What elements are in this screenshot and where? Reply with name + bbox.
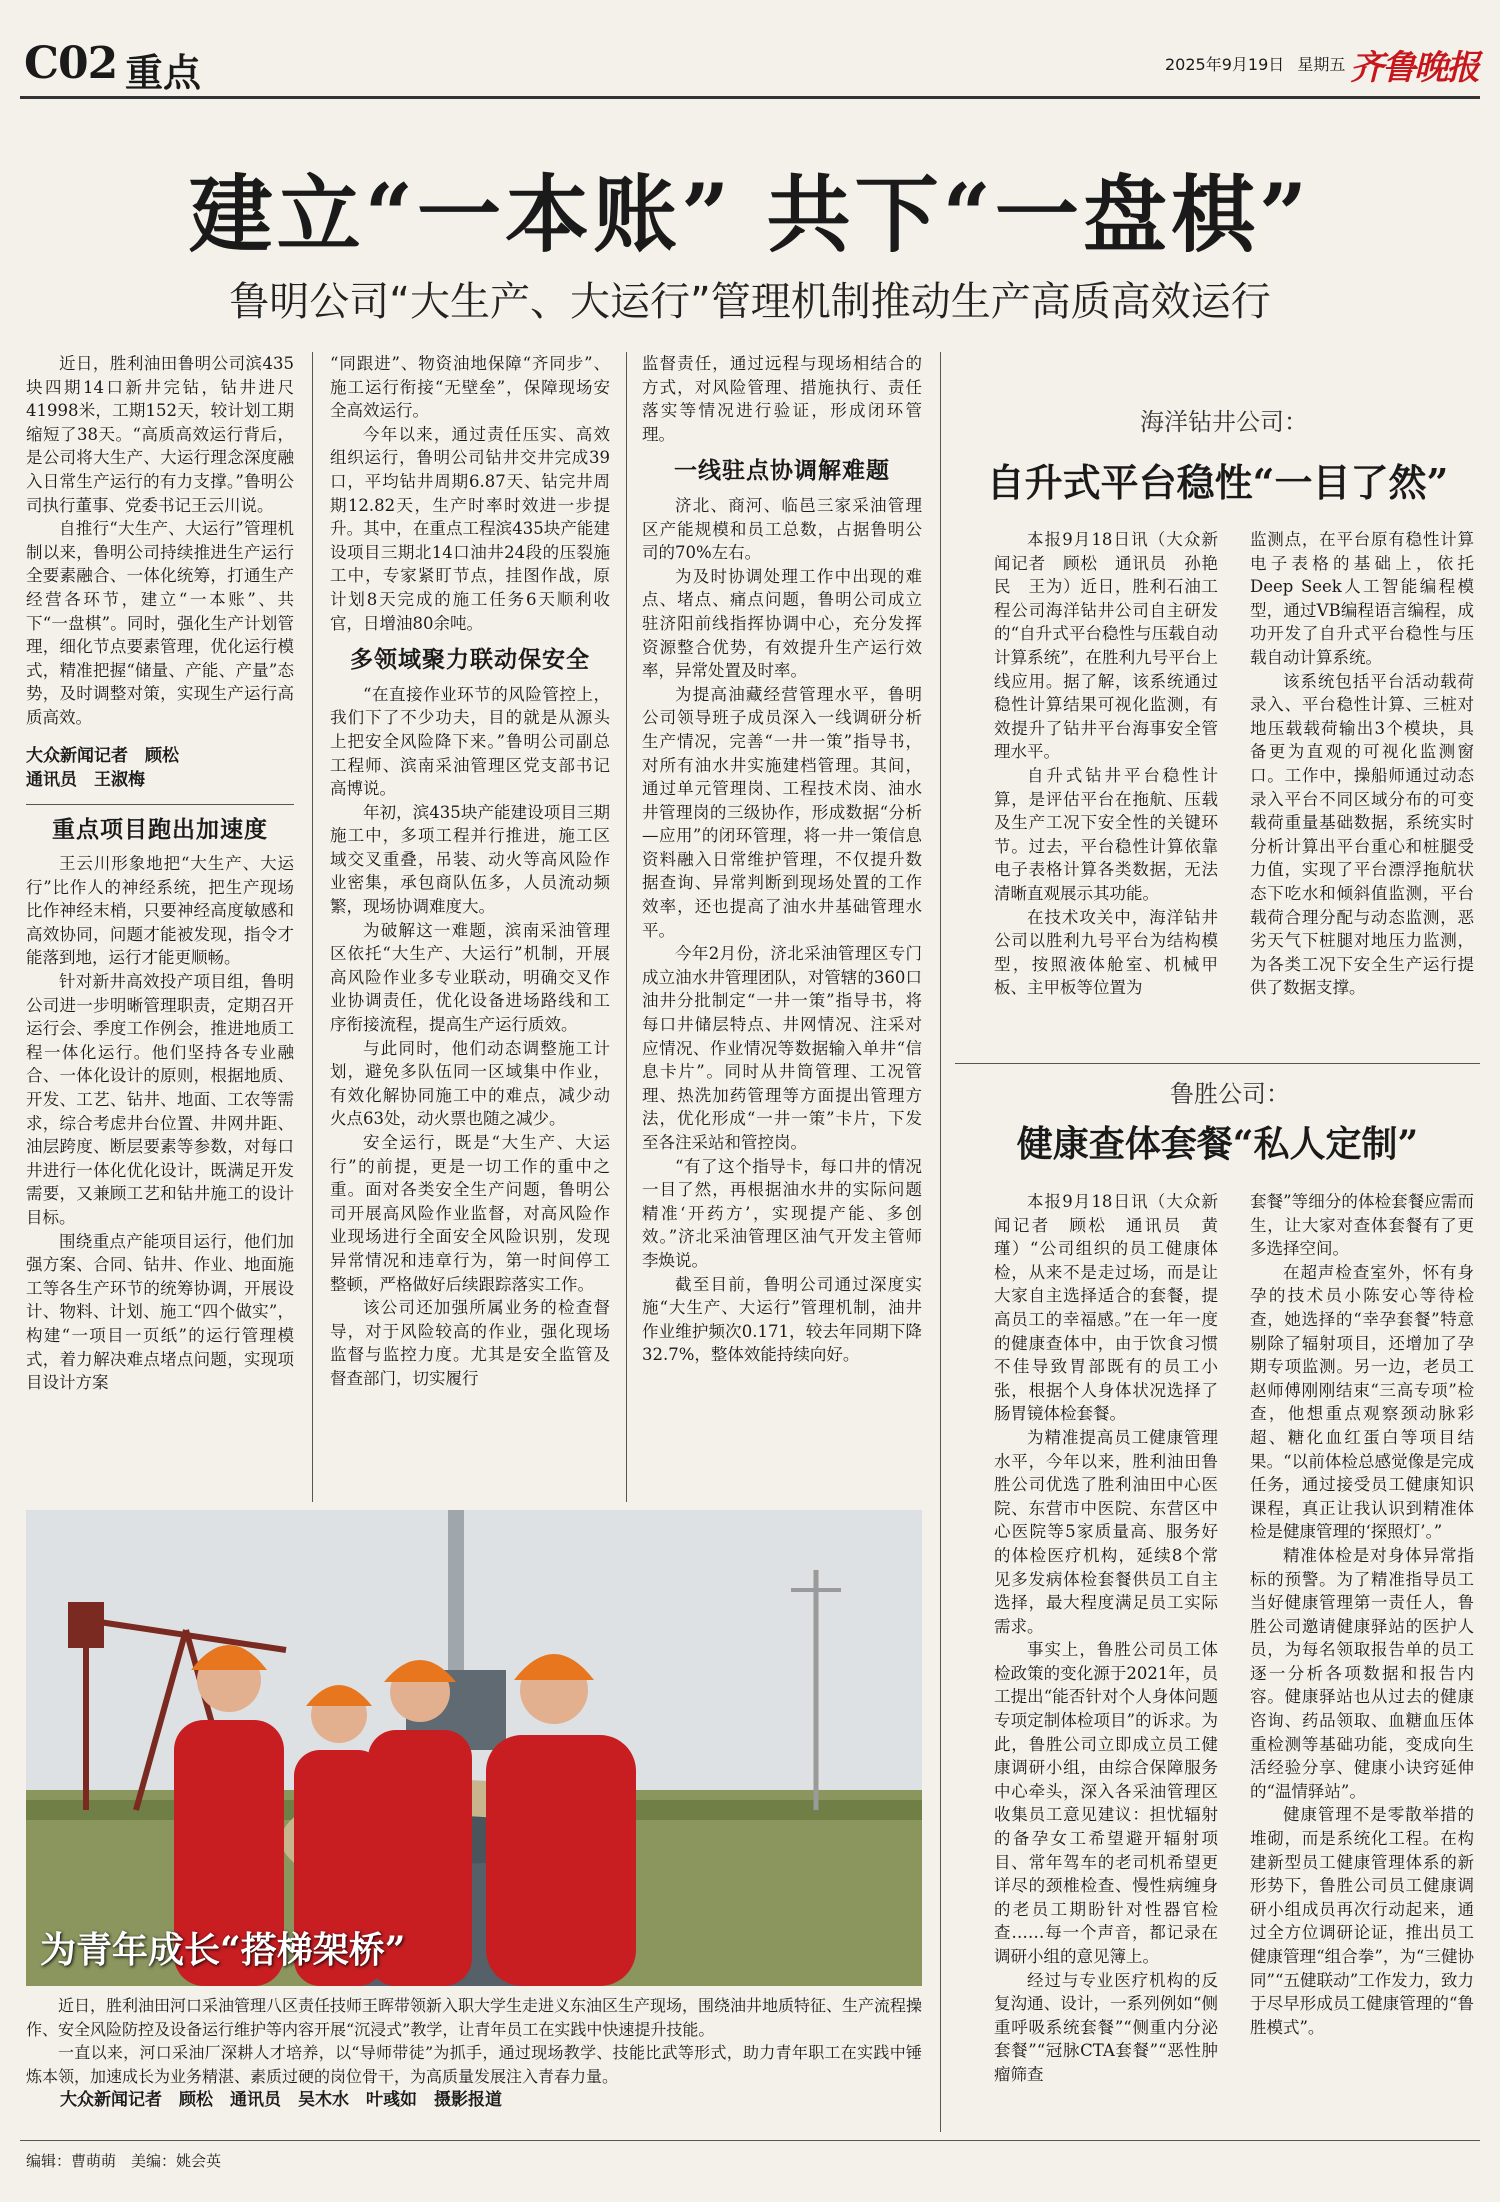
section3-para-2: 为及时协调处理工作中出现的难点、堵点、痛点问题，鲁明公司成立驻济阳前线指挥协调中心，充分发挥资源整合优势，有效提升生产运行效率，异常处置及时率。 <box>642 566 922 681</box>
header-rule <box>20 96 1480 99</box>
section2-para-3: 为破解这一难题，滨南采油管理区依托“大生产、大运行”机制，开展高风险作业多专业联动，明确交叉作业协调责任，优化设备进场路线和工序衔接流程，提高生产运行质效。 <box>330 920 610 1035</box>
section1-para-1: 王云川形象地把“大生产、大运行”比作人的神经系统，把生产现场比作神经末梢，只要神经高度敏感和高效协同，问题才能被发现，指令才能落到地，运行才能更顺畅。 <box>26 854 294 968</box>
side2-col-a <box>994 1190 1218 2087</box>
side2-col-b <box>1250 1190 1474 2039</box>
section3-para-1: 济北、商河、临邑三家采油管理区产能规模和员工总数，占据鲁明公司的70%左右。 <box>642 495 922 563</box>
side2-para-4: 经过与专业医疗机构的反复沟通、设计，一系列例如“侧重呼吸系统套餐”“侧重内分泌套餐”“冠脉CTA套餐”“恶性肿瘤筛查 <box>994 1970 1218 2084</box>
col3-para-1: 监督责任，通过远程与现场相结合的方式，对风险管理、措施执行、责任落实等情况进行验证，形成闭环管理。 <box>642 354 922 444</box>
byline-correspondent: 通讯员 王淑梅 <box>26 769 145 790</box>
side2-para-2: 为精准提高员工健康管理水平，今年以来，胜利油田鲁胜公司优选了胜利油田中心医院、东营市中医院、东营区中心医院等5家质量高、服务好的体检医疗机构，延续8个常见多发病体检套餐供员工自主选择，最大程度满足员工实际需求。 <box>994 1427 1218 1636</box>
photo-credit: 大众新闻记者 顾松 通讯员 吴木水 叶彧如 摄影报道 <box>60 2090 502 2110</box>
footer-rule <box>20 2140 1480 2141</box>
main-col-2 <box>330 352 610 1391</box>
issue-date <box>1165 52 1345 75</box>
section-title-2: 多领域聚力联动保安全 <box>350 647 590 674</box>
caption-line-2: 一直以来，河口采油厂深耕人才培养，以“导师带徒”为抓手，通过现场教学、技能比武等形式，助力青年职工在实践中锤炼本领，加速成长为业务精湛、素质过硬的岗位骨干，为高质量发展注入青春力量。 <box>26 2043 922 2086</box>
section1-para-2: 针对新井高效投产项目组，鲁明公司进一步明晰管理职责，定期召开运行会、季度工作例会，推进地质工程一体化运行。他们坚持各专业融合、一体化设计的原则，根据地质、开发、工艺、钻井、地面、工农等需求，综合考虑井台位置、井网井距、油层跨度、断层要素等参数，对每口井进行一体化优化设计，既满足开发需要，又兼顾工艺和钻井施工的设计目标。 <box>26 972 294 1227</box>
col2-para-1: “同跟进”、物资油地保障“齐同步”、施工运行衔接“无壁垒”，保障现场安全高效运行。 <box>330 354 610 421</box>
side2-para-8: 健康管理不是零散举措的堆砌，而是系统化工程。在构建新型员工健康管理体系的新形势下，鲁胜公司员工健康调研小组成员再次行动起来，通过全方位调研论证，推出员工健康管理“组合拳”，为“三健协同”“五健联动”工作发力，致力于尽早形成员工健康管理的“鲁胜模式”。 <box>1250 1805 1474 2037</box>
col-divider-3 <box>940 352 941 2132</box>
side2-title: 健康查体套餐“私人定制” <box>1016 1123 1419 1165</box>
section3-para-4: 今年2月份，济北采油管理区专门成立油水井管理团队，对管辖的360口油井分批制定“一井一策”指导书，将每口井储层特点、井网情况、注采对应情况、作业情况等数据输入单井“信息卡片”。同时从井筒管理、工况管理、热洗加药管理等方面提出管理方法，优化形成“一井一策”卡片，下发至各注采站和管控岗。 <box>642 944 922 1152</box>
col-divider-1 <box>312 352 313 1502</box>
byline-reporter: 大众新闻记者 顾松 <box>26 745 179 766</box>
caption-line-1: 近日，胜利油田河口采油管理八区责任技师王晖带领新入职大学生走进义东油区生产现场，围绕油井地质特征、生产流程操作、安全风险防控及设备运行维护等内容开展“沉浸式”教学，让青年员工在实践中快速提升技能。 <box>26 1996 923 2039</box>
news-photo <box>26 1510 922 1986</box>
main-col-3 <box>642 352 922 1367</box>
page-code: C02 <box>24 38 118 89</box>
main-col-1 <box>26 352 294 1395</box>
side2-para-1: 本报9月18日讯（大众新闻记者 顾松 通讯员 黄瑾）“公司组织的员工健康体检，从来不是走过场，而是让大家自主选择适合的套餐，提高员工的幸福感。”在一年一度的健康查体中，由于饮食习惯不佳导致胃部既有的员工小张，根据个人身体状况选择了肠胃镜体检套餐。 <box>994 1192 1218 1424</box>
section2-para-4: 与此同时，他们动态调整施工计划，避免多队伍同一区域集中作业，有效化解协同施工中的难点，减少动火点63处，动火票也随之减少。 <box>330 1038 610 1129</box>
section3-para-3: 为提高油藏经营管理水平，鲁明公司领导班子成员深入一线调研分析生产情况，完善“一井一策”指导书，对所有油水井实施建档管理。其间，通过单元管理岗、工程技术岗、油水井管理岗的三级协作，形成数据“分析—应用”的闭环管理，将一井一策信息资料融入日常维护管理，不仅提升数据查询、异常判断到现场处置的工作效率，还也提高了油水井基础管理水平。 <box>642 684 922 940</box>
side2-para-3: 事实上，鲁胜公司员工体检政策的变化源于2021年，员工提出“能否针对个人身体问题专项定制体检项目”的诉求。为此，鲁胜公司立即成立员工健康调研小组，由综合保障服务中心牵头，深入各采油管理区收集员工意见建议：担忧辐射的备孕女工希望避开辐射项目、常年驾车的老司机希望更详尽的颈椎检查、慢性病缠身的老员工期盼针对性器官检查……每一个声音，都记录在调研小组的意见簿上。 <box>994 1640 1218 1966</box>
section2-para-1: “在直接作业环节的风险管控上，我们下了不少功夫，目的就是从源头上把安全风险降下来。”鲁明公司副总工程师、滨南采油管理区党支部书记高博说。 <box>330 684 610 799</box>
side2-para-5: 套餐”等细分的体检套餐应需而生，让大家对查体套餐有了更多选择空间。 <box>1250 1192 1474 1259</box>
section2-para-2: 年初，滨435块产能建设项目三期施工中，多项工程并行推进，施工区域交叉重叠，吊装、动火等高风险作业密集，承包商队伍多，人员流动频繁，现场协调难度大。 <box>330 802 610 917</box>
side1-col-a <box>994 528 1218 1000</box>
side1-para-5: 该系统包括平台活动载荷录入、平台稳性计算、三桩对地压载载荷输出3个模块，具备更为直观的可视化监测窗口。工作中，操船师通过动态录入平台不同区域分布的可变载荷重量基础数据，系统实时分析计算出平台重心和桩腿受力值，实现了平台漂浮拖航状态下吃水和倾斜值监测，平台载荷合理分配与动态监测，恶劣天气下桩腿对地压力监测，为各类工况下安全生产运行提供了数据支撑。 <box>1250 671 1474 998</box>
photo-illustration <box>26 1510 922 1986</box>
headline: 建立“一本账” 共下“一盘棋” <box>188 165 1312 264</box>
side1-col-b <box>1250 528 1474 1000</box>
section1-para-3: 围绕重点产能项目运行，他们加强方案、合同、钻井、作业、地面施工等各生产环节的统筹协调，开展设计、物料、计划、施工“四个做实”，构建“一项目一页纸”的运行管理模式，着力解决难点堵点问题，实现项目设计方案 <box>26 1231 294 1393</box>
paper-logo: 齐鲁晚报 <box>1350 48 1478 88</box>
byline-divider <box>26 804 294 805</box>
side2-kicker: 鲁胜公司： <box>1170 1080 1290 1108</box>
side2-para-7: 精准体检是对身体异常指标的预警。为了精准指导员工当好健康管理第一责任人，鲁胜公司邀请健康驿站的医护人员，为每名领取报告单的员工逐一分析各项数据和报告内容。健康驿站也从过去的健康咨询、药品领取、血糖血压体重检测等基础功能，变成向生活经验分享、健康小诀窍延伸的“温情驿站”。 <box>1250 1545 1474 1801</box>
col2-para-2: 今年以来，通过责任压实、高效组织运行，鲁明公司钻井交井完成39口，平均钻井周期6.87天、钻完井周期12.82天，生产时率时效进一步提升。其中，在重点工程滨435块产能建设项目三期北14口油井24段的压裂施工中，专家紧盯节点，挂图作战，原计划8天完成的施工任务6天顺利收官，日增油80余吨。 <box>330 424 610 633</box>
weekday: 星期五 <box>1297 55 1346 74</box>
section3-para-6: 截至目前，鲁明公司通过深度实施“大生产、大运行”管理机制，油井作业维护频次0.171，较去年同期下降32.7%，整体效能持续向好。 <box>642 1274 922 1365</box>
side1-title: 自升式平台稳性“一目了然” <box>986 460 1449 505</box>
photo-caption-title: 为青年成长“搭梯架桥” <box>40 1929 406 1971</box>
section-title-1: 重点项目跑出加速度 <box>52 816 268 843</box>
side2-para-6: 在超声检查室外，怀有身孕的技术员小陈安心等待检查，她选择的“幸孕套餐”特意剔除了辐射项目，还增加了孕期专项监测。另一边，老员工赵师傅刚刚结束“三高专项”检查，他想重点观察颈动脉彩超、糖化血红蛋白等项目结果。“以前体检总感觉像是完成任务，通过接受员工健康知识课程，真正让我认识到精准体检是健康管理的‘探照灯’。” <box>1250 1262 1474 1542</box>
lead-para-1: 近日，胜利油田鲁明公司滨435块四期14口新井完钻，钻井进尺41998米，工期152天，较计划工期缩短了38天。“高质高效运行背后，是公司将大生产、大运行理念深度融入日常生产运行的有力支撑。”鲁明公司执行董事、党委书记王云川说。 <box>26 354 294 515</box>
side1-para-3: 在技术攻关中，海洋钻井公司以胜利九号平台为结构模型，按照液体舱室、机械甲板、主甲板等位置为 <box>994 907 1218 998</box>
subheadline: 鲁明公司“大生产、大运行”管理机制推动生产高质高效运行 <box>229 279 1271 325</box>
date: 2025年9月19日 <box>1165 55 1285 74</box>
side1-para-1: 本报9月18日讯（大众新闻记者 顾松 通讯员 孙艳民 王为）近日，胜利石油工程公司海洋钻井公司自主研发的“自升式平台稳性与压载自动计算系统”，在胜利九号平台上线应用。据了解，该系统通过稳性计算结果可视化监测，有效提升了钻井平台海事安全管理水平。 <box>994 530 1218 762</box>
side1-para-2: 自升式钻井平台稳性计算，是评估平台在拖航、压载及生产工况下安全性的关键环节。过去，平台稳性计算依靠电子表格计算各类数据，无法清晰直观展示其功能。 <box>994 765 1218 903</box>
col-divider-2 <box>626 352 627 1502</box>
section-title-3: 一线驻点协调解难题 <box>674 458 890 485</box>
section2-para-6: 该公司还加强所属业务的检查督导，对于风险较高的作业，强化现场监督与监控力度。尤其是安全监管及督查部门，切实履行 <box>330 1298 610 1388</box>
editor-credit: 编辑：曹萌萌 美编：姚会英 <box>26 2152 222 2170</box>
lead-para-2: 自推行“大生产、大运行”管理机制以来，鲁明公司持续推进生产运行全要素融合、一体化统筹，打通生产经营各环节，建立“一本账”、共下“一盘棋”。同时，强化生产计划管理，细化节点要素管理，优化运行模式，精准把握“储量、产能、产量”态势，及时调整对策，实现生产运行高质高效。 <box>26 519 294 727</box>
section3-para-5: “有了这个指导卡，每口井的情况一目了然，再根据油水井的实际问题精准‘开药方’，实现提产能、多创效。”济北采油管理区油气开发主管师李焕说。 <box>642 1156 922 1270</box>
side1-para-4: 监测点，在平台原有稳性计算电子表格的基础上，依托Deep Seek人工智能编程模型，通过VB编程语言编程，成功开发了自升式平台稳性与压载自动计算系统。 <box>1250 530 1474 667</box>
side-divider <box>955 1063 1480 1064</box>
photo-caption <box>26 1994 922 2112</box>
section-label: 重点 <box>125 50 202 95</box>
side1-kicker: 海洋钻井公司： <box>1140 408 1308 436</box>
section2-para-5: 安全运行，既是“大生产、大运行”的前提，更是一切工作的重中之重。面对各类安全生产问题，鲁明公司开展高风险作业监督，对高风险作业现场进行全面安全风险识别，发现异常情况和违章行为，第一时间停工整顿，严格做好后续跟踪落实工作。 <box>330 1133 610 1294</box>
